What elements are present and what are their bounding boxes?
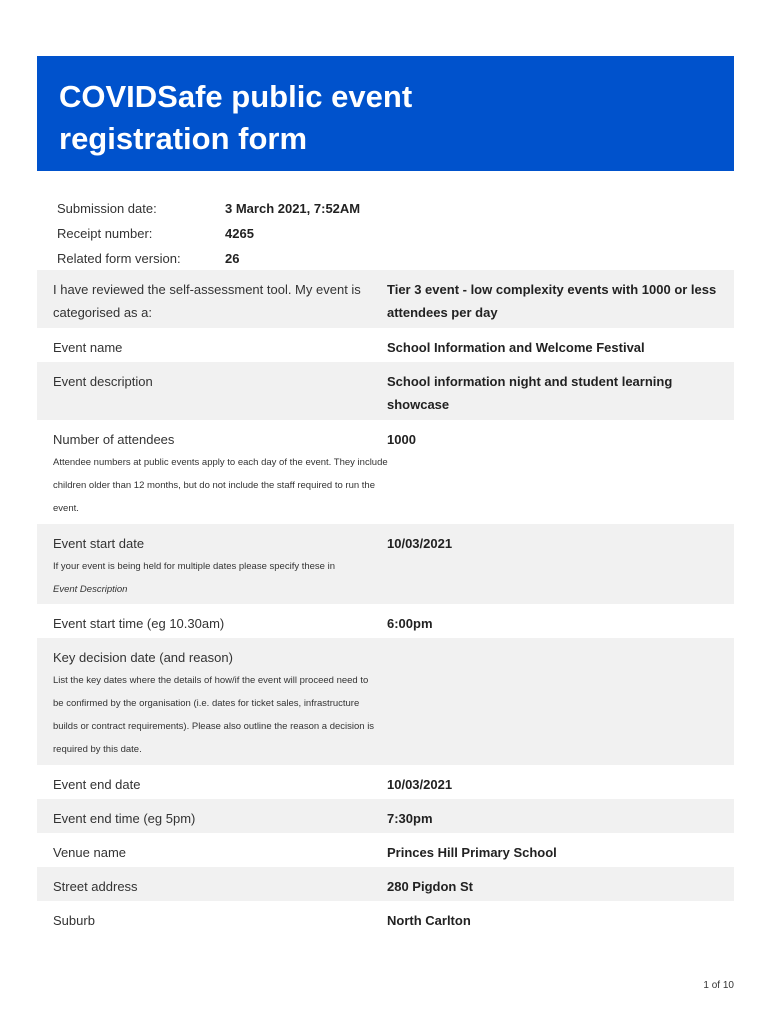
field-help-text: If your event is being held for multiple dates please specify these in: [53, 561, 335, 572]
field-help-text: Attendee numbers at public events apply to each day of the event. They include children older than 12 months, but do not include the staff required to run the event.: [53, 457, 388, 514]
field-answer: 7:30pm: [387, 811, 433, 826]
field-answer: North Carlton: [387, 913, 471, 928]
meta-row-submission-date: [57, 196, 717, 221]
field-answer: Tier 3 event - low complexity events with 1000 or less attendees per day: [387, 282, 717, 320]
field-question: Venue name: [53, 845, 127, 860]
field-answer: 10/03/2021: [387, 536, 453, 551]
field-question: Event start date: [53, 536, 145, 551]
meta-value: 4265: [225, 226, 254, 241]
field-answer: School Information and Welcome Festival: [387, 340, 645, 355]
field-question: Key decision date (and reason): [53, 650, 233, 665]
field-question: Event end time (eg 5pm): [53, 811, 196, 826]
meta-label: Related form version:: [57, 251, 181, 266]
field-answer: School information night and student learning showcase: [387, 374, 673, 412]
field-row-end-time: [37, 799, 734, 833]
field-question: Suburb: [53, 913, 95, 928]
field-question: Event description: [53, 374, 153, 389]
field-question: Number of attendees: [53, 432, 175, 447]
field-question: I have reviewed the self-assessment tool. My event is categorised as a:: [53, 282, 361, 320]
page-number: 1 of 10: [703, 980, 734, 991]
form-fields-table: [37, 270, 734, 935]
field-answer: 10/03/2021: [387, 777, 453, 792]
title-line-2: registration form: [59, 121, 308, 156]
field-row-event-description: [37, 362, 734, 420]
meta-row-receipt-number: [57, 221, 717, 246]
field-row-attendees: [37, 420, 734, 524]
field-row-street: [37, 867, 734, 901]
meta-row-form-version: [57, 246, 717, 271]
form-header: [37, 56, 734, 171]
field-row-venue: [37, 833, 734, 867]
meta-value: 3 March 2021, 7:52AM: [225, 201, 361, 216]
field-question: Street address: [53, 879, 138, 894]
field-row-category: [37, 270, 734, 328]
form-title: [59, 76, 712, 160]
field-row-end-date: [37, 765, 734, 799]
field-row-start-date: [37, 524, 734, 604]
field-answer: 280 Pigdon St: [387, 879, 473, 894]
field-help-text: List the key dates where the details of how/if the event will proceed need to be confirmed by the organisation (i.e. dates for ticket sales, infrastructure builds or contract requirements). Please also outline the reason a decision is required by this date.: [53, 675, 375, 755]
meta-label: Receipt number:: [57, 226, 153, 241]
field-answer: Princes Hill Primary School: [387, 845, 557, 860]
field-question: Event name: [53, 340, 123, 355]
field-answer: 1000: [387, 432, 416, 447]
title-line-1: COVIDSafe public event: [59, 79, 413, 114]
field-help-text-italic: Event Description: [53, 584, 128, 595]
field-question: Event end date: [53, 777, 141, 792]
field-answer: [387, 646, 718, 757]
field-question: Event start time (eg 10.30am): [53, 616, 225, 631]
field-row-decision-date: [37, 638, 734, 765]
meta-label: Submission date:: [57, 201, 157, 216]
field-row-suburb: [37, 901, 734, 935]
field-answer: 6:00pm: [387, 616, 433, 631]
field-row-start-time: [37, 604, 734, 638]
submission-meta: [57, 196, 717, 271]
meta-value: 26: [225, 251, 240, 266]
field-row-event-name: [37, 328, 734, 362]
